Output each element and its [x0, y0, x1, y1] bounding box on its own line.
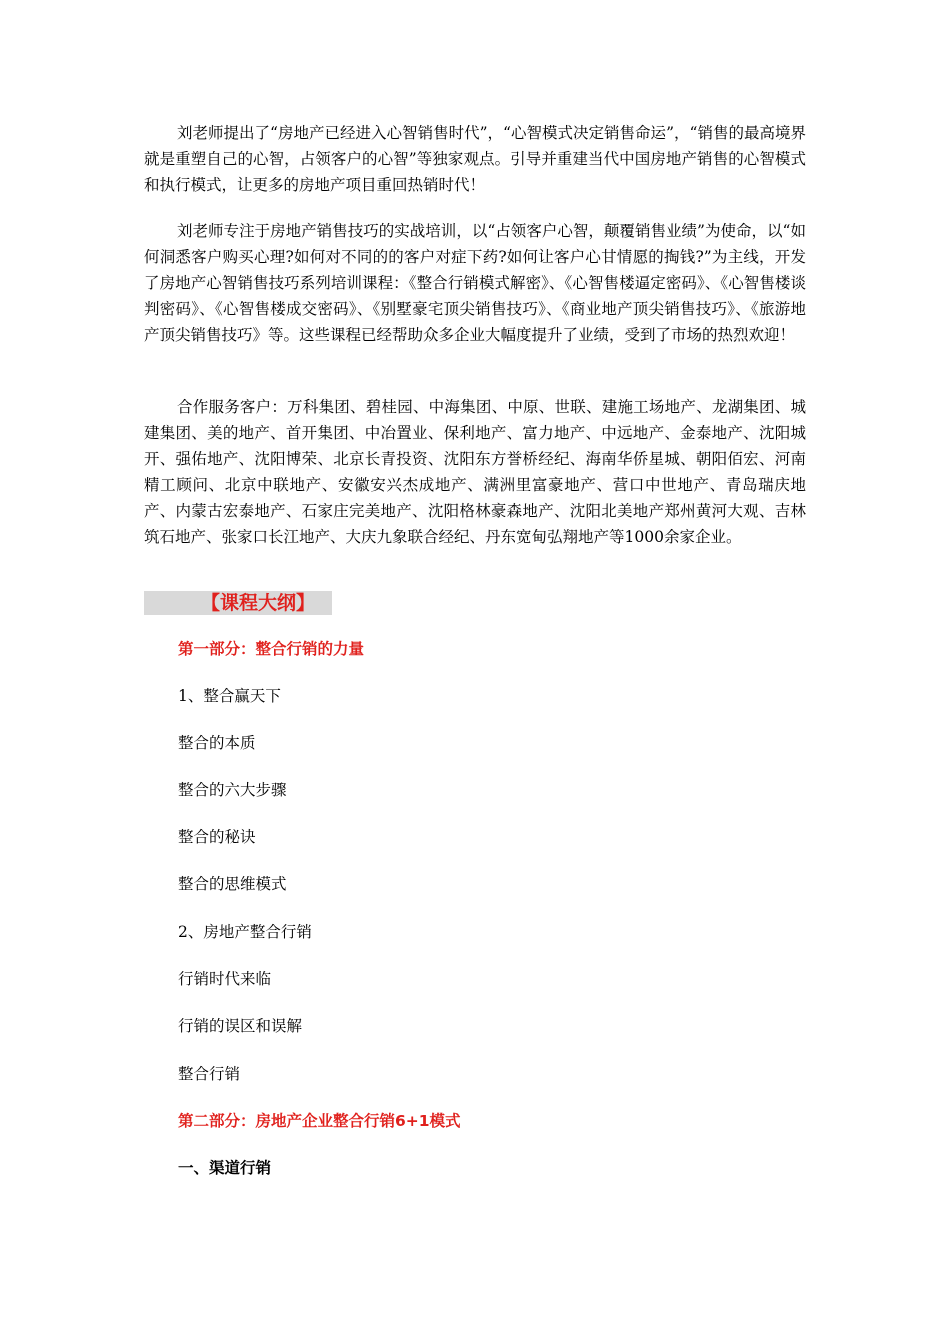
- outline-subitem: 整合行销: [178, 1065, 241, 1083]
- clients-paragraph: 合作服务客户：万科集团、碧桂园、中海集团、中原、世联、建施工场地产、龙湖集团、城建集团、美的地产、首开集团、中冶置业、保利地产、富力地产、中远地产、金泰地产、沈阳城开、强佑地产、沈阳博荣、北京长青投资、沈阳东方誉桥经纪、海南华侨星城、朝阳佰宏、河南精工顾问、北京中联地产、安徽安兴杰成地产、满洲里富豪地产、营口中世地产、青岛瑞庆地产、内蒙古宏泰地产、石家庄完美地产、沈阳格林豪森地产、沈阳北美地产郑州黄河大观、吉林筑石地产、张家口长江地产、大庆九象联合经纪、丹东宽甸弘翔地产等1000余家企业。: [144, 398, 806, 546]
- outline-subitem: 整合的秘诀: [178, 828, 256, 846]
- outline-subitem: 行销的误区和误解: [178, 1017, 303, 1035]
- outline-subitem: 整合的本质: [178, 734, 256, 752]
- outline-subitem: 整合的六大步骤: [178, 781, 287, 799]
- part-1-title: 第一部分：整合行销的力量: [178, 640, 365, 658]
- intro-paragraph-2: 刘老师专注于房地产销售技巧的实战培训，以“占领客户心智，颠覆销售业绩”为使命，以“如何洞悉客户购买心理?如何对不同的的客户对症下药?如何让客户心甘情愿的掏钱?”为主线，开发了房地产心智销售技巧系列培训课程：《整合行销模式解密》、《心智售楼逼定密码》、《心智售楼谈判密码》、《心智售楼成交密码》、《别墅豪宅顶尖销售技巧》、《商业地产顶尖销售技巧》、《旅游地产顶尖销售技巧》等。这些课程已经帮助众多企业大幅度提升了业绩，受到了市场的热烈欢迎！: [144, 222, 806, 344]
- intro-paragraph-1: 刘老师提出了“房地产已经进入心智销售时代”，“心智模式决定销售命运”，“销售的最高境界就是重塑自己的心智，占领客户的心智”等独家观点。引导并重建当代中国房地产销售的心智模式和执行模式，让更多的房地产项目重回热销时代！: [144, 124, 806, 194]
- outline-item-2: 2、房地产整合行销: [178, 923, 312, 941]
- outline-subitem: 整合的思维模式: [178, 875, 287, 893]
- outline-item-1: 1、整合赢天下: [178, 687, 281, 705]
- course-outline-heading-text: 【课程大纲】: [201, 592, 316, 614]
- course-outline-heading: [144, 591, 332, 615]
- part-2-title: 第二部分：房地产企业整合行销6+1模式: [178, 1112, 461, 1130]
- outline-subitem: 行销时代来临: [178, 970, 272, 988]
- section-1-title: 一、渠道行销: [178, 1159, 272, 1177]
